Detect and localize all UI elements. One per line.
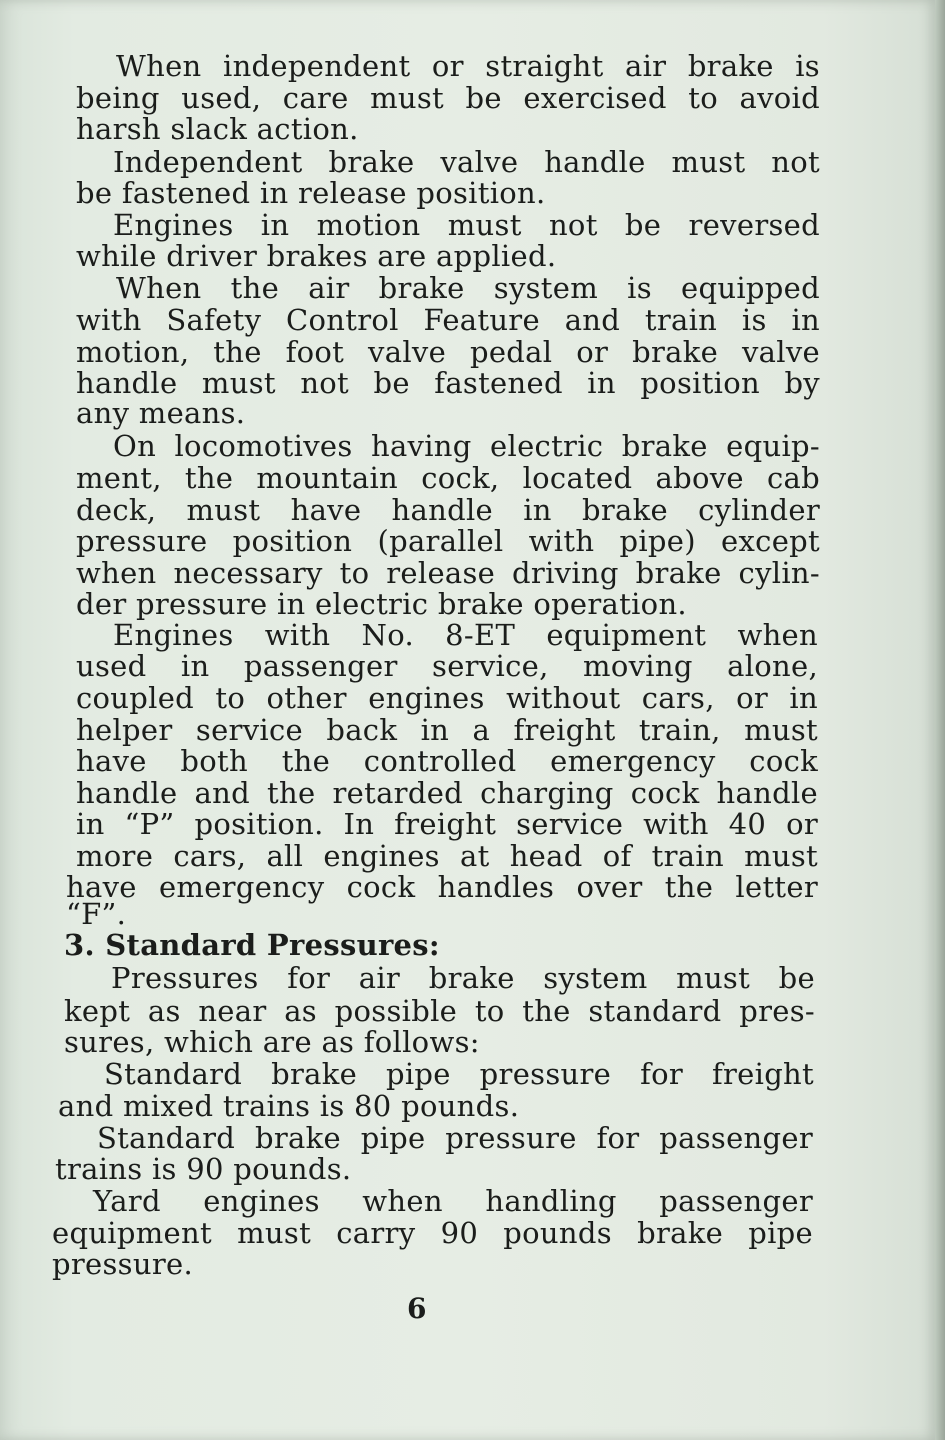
text-line: handle must not be fastened in position by xyxy=(76,366,820,400)
text-line: pressure. xyxy=(52,1247,193,1281)
text-line: “F”. xyxy=(66,897,127,931)
text-line: with Safety Control Feature and train is in xyxy=(76,303,820,337)
text-line: equipment must carry 90 pounds brake pipe xyxy=(52,1216,813,1250)
text-line: handle and the retarded charging cock handle xyxy=(76,776,818,810)
text-line: in “P” position. In freight service with 40 or xyxy=(76,807,818,841)
text-line: Engines in motion must not be reversed xyxy=(113,208,820,242)
page-number: 6 xyxy=(407,1292,427,1325)
text-line: when necessary to release driving brake cylin- xyxy=(76,556,820,590)
text-line: helper service back in a freight train, must xyxy=(76,713,818,747)
text-line: have emergency cock handles over the letter xyxy=(66,870,818,904)
text-line: harsh slack action. xyxy=(76,112,359,146)
text-line: Yard engines when handling passenger xyxy=(93,1184,813,1218)
text-line: motion, the foot valve pedal or brake valve xyxy=(76,335,820,369)
text-line: while driver brakes are applied. xyxy=(76,239,557,273)
text-line: Independent brake valve handle must not xyxy=(113,145,820,179)
text-line: any means. xyxy=(76,396,246,430)
text-line: der pressure in electric brake operation. xyxy=(76,587,687,621)
text-line: Standard brake pipe pressure for freight xyxy=(104,1057,814,1091)
text-line: kept as near as possible to the standard pres- xyxy=(64,994,815,1028)
text-line: coupled to other engines without cars, or in xyxy=(76,681,818,715)
text-line: have both the controlled emergency cock xyxy=(76,744,818,778)
text-line: trains is 90 pounds. xyxy=(55,1152,352,1186)
text-line: When independent or straight air brake is xyxy=(116,49,820,83)
text-line: more cars, all engines at head of train must xyxy=(76,839,818,873)
text-line: When the air brake system is equipped xyxy=(116,271,820,305)
text-line: Engines with No. 8-ET equipment when xyxy=(113,618,818,652)
text-line: Pressures for air brake system must be xyxy=(111,961,815,995)
text-line: sures, which are as follows: xyxy=(64,1025,480,1059)
text-line: being used, care must be exercised to avoid xyxy=(76,81,820,115)
text-line: and mixed trains is 80 pounds. xyxy=(58,1089,520,1123)
text-line: ment, the mountain cock, located above cab xyxy=(76,461,820,495)
text-line: Standard brake pipe pressure for passenger xyxy=(97,1121,813,1155)
text-line: deck, must have handle in brake cylinder xyxy=(76,493,820,527)
text-line: On locomotives having electric brake equip- xyxy=(113,429,820,463)
text-line: be fastened in release position. xyxy=(76,176,546,210)
text-line: pressure position (parallel with pipe) except xyxy=(76,524,820,558)
section-heading: 3. Standard Pressures: xyxy=(64,928,440,962)
text-line: used in passenger service, moving alone, xyxy=(76,649,818,683)
